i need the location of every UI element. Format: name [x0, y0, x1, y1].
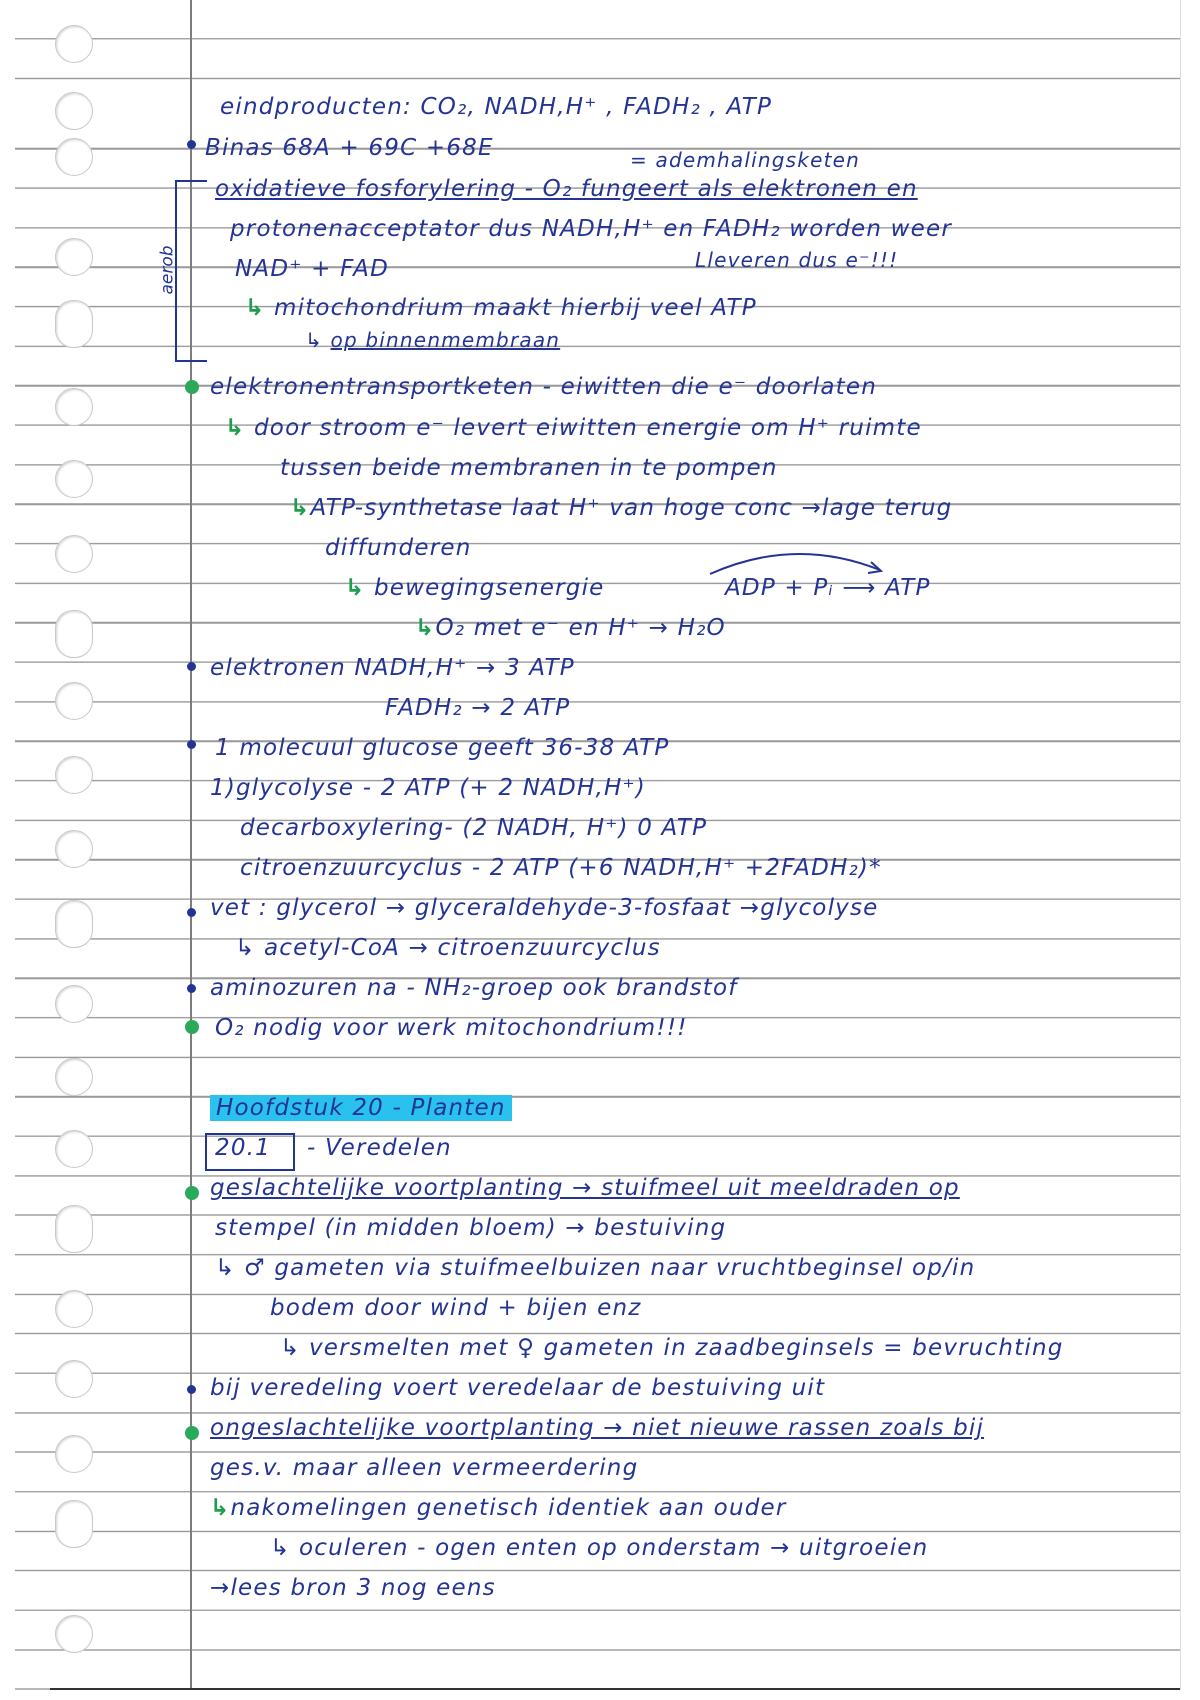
binder-hole — [55, 682, 93, 720]
binder-hole — [55, 388, 93, 426]
binder-hole — [55, 238, 93, 276]
note-line: ↳nakomelingen genetisch identiek aan ouder — [210, 1495, 787, 1521]
note-line: decarboxylering- (2 NADH, H⁺) 0 ATP — [240, 815, 708, 841]
note-line: vet : glycerol → glyceraldehyde-3-fosfaat →glycolyse — [210, 895, 879, 921]
bullet-green — [185, 1186, 199, 1200]
binder-hole — [55, 25, 93, 63]
note-line: stempel (in midden bloem) → bestuiving — [215, 1215, 727, 1241]
binder-hole — [55, 756, 93, 794]
binder-hole — [55, 1205, 93, 1253]
bullet — [187, 740, 196, 749]
binder-hole — [55, 1435, 93, 1473]
note-line: ↳ ♂ gameten via stuifmeelbuizen naar vruchtbeginsel op/in — [215, 1255, 976, 1281]
note-line: ↳ versmelten met ♀ gameten in zaadbeginsels = bevruchting — [280, 1335, 1064, 1361]
note-line: citroenzuurcyclus - 2 ATP (+6 NADH,H⁺ +2FADH₂)* — [240, 855, 882, 881]
binder-hole — [55, 1130, 93, 1168]
note-line: geslachtelijke voortplanting → stuifmeel uit meeldraden op — [210, 1175, 960, 1201]
note-line: NAD⁺ + FAD — [235, 256, 390, 282]
binder-hole — [55, 92, 93, 130]
binder-hole — [55, 1500, 93, 1548]
note-line: 1 molecuul glucose geeft 36-38 ATP — [215, 735, 670, 761]
note-line: ↳ bewegingsenergie — [345, 575, 605, 601]
bullet-green — [185, 380, 199, 394]
binder-hole — [55, 460, 93, 498]
binder-hole — [55, 985, 93, 1023]
bullet — [187, 984, 196, 993]
note-line: ↳O₂ met e⁻ en H⁺ → H₂O — [415, 615, 726, 641]
binder-hole — [55, 300, 93, 348]
note-line: ↳ acetyl-CoA → citroenzuurcyclus — [235, 935, 661, 961]
bullet — [187, 908, 196, 917]
note-line: bodem door wind + bijen enz — [270, 1295, 642, 1321]
note-line: ges.v. maar alleen vermeerdering — [210, 1455, 639, 1481]
note-line: diffunderen — [325, 535, 472, 561]
section-number: 20.1 — [215, 1135, 272, 1161]
note-line: ↳ op binnenmembraan — [305, 328, 561, 352]
bullet — [187, 140, 196, 149]
bracket-label: aerob — [157, 245, 178, 295]
notebook-page — [15, 0, 1180, 1690]
note-line: elektronen NADH,H⁺ → 3 ATP — [210, 655, 575, 681]
note-line: oxidatieve fosforylering - O₂ fungeert als elektronen en — [215, 176, 918, 202]
note-line: →lees bron 3 nog eens — [210, 1575, 496, 1601]
bullet — [187, 1385, 196, 1394]
note-line: ↳ door stroom e⁻ levert eiwitten energie om H⁺ ruimte — [225, 415, 922, 441]
note-line: O₂ nodig voor werk mitochondrium!!! — [215, 1015, 688, 1041]
note-line: Binas 68A + 69C +68E — [205, 135, 494, 161]
note-line: FADH₂ → 2 ATP — [385, 695, 571, 721]
note-line: elektronentransportketen - eiwitten die e⁻ doorlaten — [210, 374, 877, 400]
chapter-heading: Hoofdstuk 20 - Planten — [210, 1093, 512, 1123]
binder-hole — [55, 1360, 93, 1398]
binder-hole — [55, 830, 93, 868]
note-line: ADP + Pᵢ ⟶ ATP — [725, 575, 931, 601]
note-line: Lleveren dus e⁻!!! — [695, 248, 899, 272]
bullet-green — [185, 1426, 199, 1440]
binder-hole — [55, 535, 93, 573]
note-line: ↳ mitochondrium maakt hierbij veel ATP — [245, 295, 757, 321]
bullet — [187, 662, 196, 671]
note-line: ↳ oculeren - ogen enten op onderstam → uitgroeien — [270, 1535, 929, 1561]
note-line: ongeslachtelijke voortplanting → niet nieuwe rassen zoals bij — [210, 1415, 985, 1441]
note-line: protonenacceptator dus NADH,H⁺ en FADH₂ worden weer — [230, 216, 953, 242]
binder-hole — [55, 1058, 93, 1096]
binder-hole — [55, 1615, 93, 1653]
note-line: eindproducten: CO₂, NADH,H⁺ , FADH₂ , ATP — [220, 94, 773, 120]
note-line: tussen beide membranen in te pompen — [280, 455, 778, 481]
note-line: ↳ATP-synthetase laat H⁺ van hoge conc →lage terug — [290, 495, 953, 521]
section-title: - Veredelen — [307, 1135, 452, 1161]
reaction-arrow — [705, 540, 905, 580]
binder-hole — [55, 610, 93, 658]
section-bracket — [175, 180, 207, 362]
note-line: bij veredeling voert veredelaar de bestuiving uit — [210, 1375, 826, 1401]
binder-hole — [55, 138, 93, 176]
binder-hole — [55, 900, 93, 948]
note-line: 1)glycolyse - 2 ATP (+ 2 NADH,H⁺) — [210, 775, 646, 801]
binder-hole — [55, 1290, 93, 1328]
note-line: aminozuren na - NH₂-groep ook brandstof — [210, 975, 738, 1001]
bullet-green — [185, 1020, 199, 1034]
note-line: = ademhalingsketen — [630, 148, 860, 172]
page-bottom-edge — [50, 1688, 1180, 1690]
